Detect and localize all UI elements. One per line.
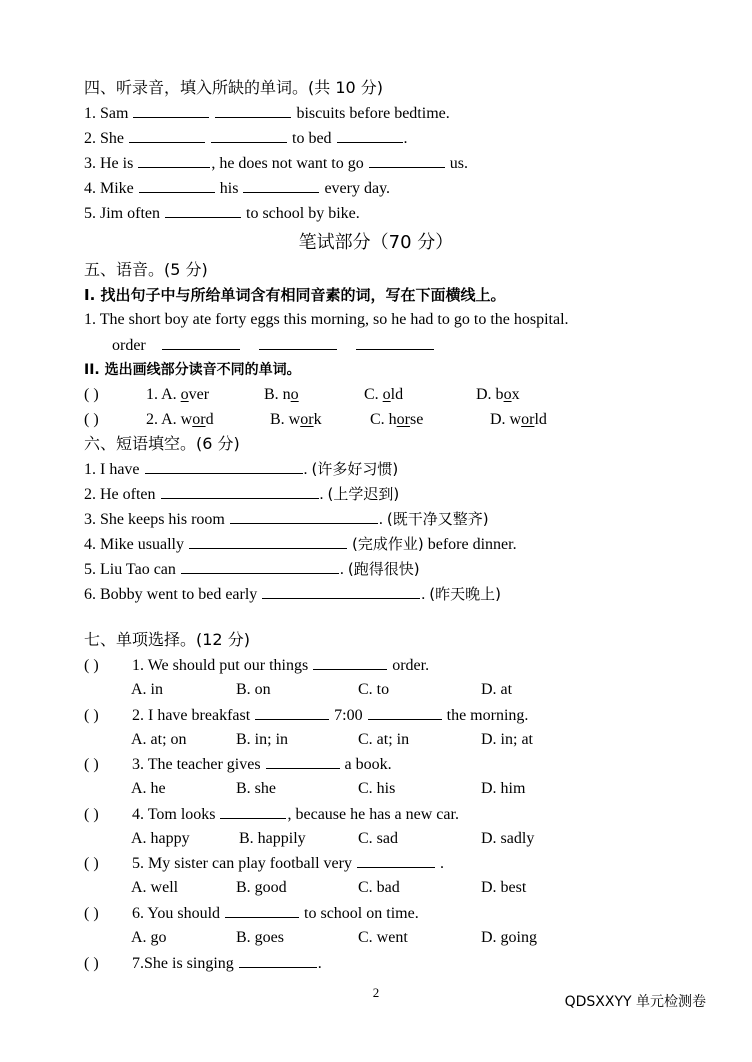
option-d: D. him: [481, 780, 526, 797]
sec4-q1: 1. Sam biscuits before bedtime.: [84, 101, 712, 125]
answer-blank[interactable]: [369, 151, 445, 168]
option-d: D. in; at: [481, 731, 533, 748]
option-c: C. his: [358, 780, 396, 797]
sec6-q3: 3. She keeps his room . (既干净又整齐): [84, 507, 712, 531]
answer-paren[interactable]: ( ): [84, 855, 99, 872]
answer-paren[interactable]: ( ): [84, 756, 99, 773]
answer-blank[interactable]: [239, 951, 317, 968]
option-c: C. went: [358, 929, 408, 946]
option-b: B. no: [264, 386, 299, 403]
sec5-part1-instruction: I. 找出句子中与所给单词含有相同音素的词，写在下面横线上。: [84, 286, 506, 304]
option-c: C. to: [358, 681, 390, 698]
sec7-q4: ( ) 4. Tom looks , because he has a new car.: [84, 802, 712, 826]
sec5-part2-instruction: II. 选出画线部分读音不同的单词。: [84, 362, 301, 378]
answer-blank[interactable]: [357, 851, 435, 868]
sec7-q3: ( ) 3. The teacher gives a book.: [84, 752, 712, 776]
answer-blank[interactable]: [337, 126, 403, 143]
answer-blank[interactable]: [356, 333, 434, 350]
option-c: C. old: [364, 386, 404, 403]
sec7-q2: ( ) 2. I have breakfast 7:00 the morning.: [84, 703, 712, 727]
answer-paren[interactable]: ( ): [84, 806, 99, 823]
option-d: D. going: [481, 929, 537, 946]
option-c: C. at; in: [358, 731, 410, 748]
answer-blank[interactable]: [162, 333, 240, 350]
option-a: 2. A. word: [146, 411, 214, 428]
page-number: 2: [372, 985, 380, 1000]
answer-blank[interactable]: [266, 752, 340, 769]
answer-paren[interactable]: ( ): [84, 905, 99, 922]
option-b: B. she: [236, 780, 276, 797]
sec7-q1: ( ) 1. We should put our things order.: [84, 653, 712, 677]
answer-blank[interactable]: [181, 557, 339, 574]
answer-blank[interactable]: [255, 703, 329, 720]
answer-blank[interactable]: [259, 333, 337, 350]
answer-paren[interactable]: ( ): [84, 386, 99, 403]
option-b: B. work: [270, 411, 322, 428]
option-c: C. sad: [358, 830, 398, 847]
answer-blank[interactable]: [139, 176, 215, 193]
option-c: C. horse: [370, 411, 424, 428]
answer-blank[interactable]: [313, 653, 387, 670]
sec7-q6: ( ) 6. You should to school on time.: [84, 901, 712, 925]
option-b: B. goes: [236, 929, 284, 946]
answer-paren[interactable]: ( ): [84, 707, 99, 724]
answer-blank[interactable]: [165, 201, 241, 218]
answer-paren[interactable]: ( ): [84, 411, 99, 428]
answer-blank[interactable]: [230, 507, 378, 524]
option-a: A. go: [131, 929, 167, 946]
answer-blank[interactable]: [145, 457, 303, 474]
sec5-part1-answers: order: [112, 333, 712, 357]
option-b: B. on: [236, 681, 271, 698]
answer-blank[interactable]: [133, 101, 209, 118]
answer-blank[interactable]: [129, 126, 205, 143]
sec4-q2: 2. She to bed .: [84, 126, 712, 150]
option-a: A. at; on: [131, 731, 187, 748]
sec6-q4: 4. Mike usually (完成作业) before dinner.: [84, 532, 712, 556]
answer-paren[interactable]: ( ): [84, 955, 99, 972]
option-a: A. well: [131, 879, 179, 896]
written-part-title: 笔试部分（70 分）: [298, 232, 454, 253]
sec6-q2: 2. He often . (上学迟到): [84, 482, 712, 506]
answer-blank[interactable]: [225, 901, 299, 918]
section6-heading: 六、短语填空。(6 分): [84, 434, 240, 453]
answer-blank[interactable]: [262, 582, 420, 599]
sec7-q7: ( ) 7.She is singing .: [84, 951, 712, 975]
option-b: B. in; in: [236, 731, 289, 748]
sec7-q5: ( ) 5. My sister can play football very .: [84, 851, 712, 875]
answer-blank[interactable]: [138, 151, 210, 168]
option-a: 1. A. over: [146, 386, 210, 403]
option-b: B. good: [236, 879, 287, 896]
option-d: D. box: [476, 386, 520, 403]
answer-blank[interactable]: [211, 126, 287, 143]
answer-blank[interactable]: [368, 703, 442, 720]
sec4-q3: 3. He is , he does not want to go us.: [84, 151, 712, 175]
option-a: A. happy: [131, 830, 190, 847]
option-d: D. at: [481, 681, 513, 698]
section5-heading: 五、语音。(5 分): [84, 260, 208, 279]
sec6-q6: 6. Bobby went to bed early . (昨天晚上): [84, 582, 712, 606]
answer-blank[interactable]: [215, 101, 291, 118]
answer-blank[interactable]: [161, 482, 319, 499]
sec5-part1-sentence: 1. The short boy ate forty eggs this morning, so he had to go to the hospital.: [84, 311, 569, 328]
answer-paren[interactable]: ( ): [84, 657, 99, 674]
footer-label: QDSXXYY 单元检测卷: [564, 994, 706, 1010]
sec6-q1: 1. I have . (许多好习惯): [84, 457, 712, 481]
sec6-q5: 5. Liu Tao can . (跑得很快): [84, 557, 712, 581]
option-a: A. in: [131, 681, 163, 698]
option-d: D. best: [481, 879, 527, 896]
option-b: B. happily: [239, 830, 306, 847]
section4-heading: 四、听录音，填入所缺的单词。(共 10 分): [84, 78, 384, 97]
option-a: A. he: [131, 780, 166, 797]
answer-blank[interactable]: [220, 802, 286, 819]
sec4-q5: 5. Jim often to school by bike.: [84, 201, 712, 225]
option-d: D. sadly: [481, 830, 535, 847]
option-d: D. world: [490, 411, 547, 428]
option-c: C. bad: [358, 879, 400, 896]
sec4-q4: 4. Mike his every day.: [84, 176, 712, 200]
answer-blank[interactable]: [243, 176, 319, 193]
section7-heading: 七、单项选择。(12 分): [84, 630, 250, 649]
answer-blank[interactable]: [189, 532, 347, 549]
